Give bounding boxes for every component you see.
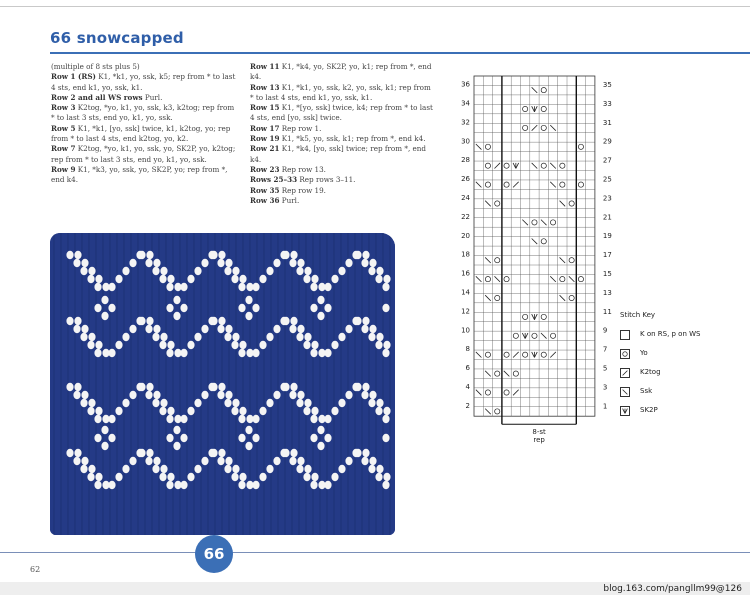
page-number: 62	[30, 565, 41, 574]
chart-row-number-right: 25	[602, 175, 612, 184]
stitch-key-label: K on RS, p on WS	[640, 330, 701, 338]
chart-row-number-right: 35	[602, 81, 612, 90]
row-label: Row 13	[250, 82, 280, 92]
row-label: Rows 25–33	[250, 175, 298, 185]
row-text: (multiple of 8 sts plus 5)	[51, 62, 140, 71]
row-text: Rep rows 3–11.	[297, 175, 356, 185]
repeat-label: 8-st	[532, 428, 546, 437]
chart-row-number-left: 12	[461, 307, 470, 316]
row-text: K1, *k1, [yo, ssk] twice, k1, k2tog, yo; rep from * to last 4 sts, end k2tog, yo, k2.	[51, 123, 231, 144]
stitch-key-label: Ssk	[640, 387, 653, 395]
chart-row-number-left: 18	[461, 250, 470, 259]
row-label: Row 15	[250, 103, 280, 113]
row-label: Row 1 (RS)	[51, 72, 96, 82]
stitch-key-label: K2tog	[640, 368, 661, 376]
chart-row-number-left: 32	[461, 118, 470, 127]
chart-row-number-left: 26	[461, 175, 470, 184]
chart-row-number-right: 17	[602, 251, 612, 260]
chart-row-number-right: 13	[602, 288, 612, 297]
row-text: Purl.	[279, 195, 300, 205]
yo-key-icon	[620, 349, 630, 359]
chart-row-number-left: 36	[461, 80, 470, 89]
chart-row-number-right: 3	[602, 383, 608, 392]
row-label: Row 23	[250, 164, 280, 174]
chart-row-number-right: 5	[602, 364, 608, 373]
stitch-key-label: Yo	[640, 349, 648, 357]
ssk-key-icon	[620, 387, 630, 397]
bottom-rule	[0, 552, 750, 553]
sk2p-key-icon	[620, 406, 630, 416]
chart-row-number-left: 20	[461, 231, 470, 240]
row-text: K2tog, *yo, k1, yo, ssk, k3, k2tog; rep from * to last 3 sts, end yo, k1, yo, ssk.	[51, 103, 235, 123]
row-text: K1, *k1, yo, ssk, k5; rep from * to last 4 sts, end k1, yo, ssk, k1.	[51, 72, 236, 92]
row-text: Purl.	[142, 92, 163, 102]
chart-row-number-right: 19	[602, 232, 612, 241]
chart-row-number-right: 9	[602, 326, 608, 335]
row-label: Row 36	[250, 195, 280, 205]
row-text: Rep row 1.	[279, 123, 322, 133]
row-text: K1, *k4, yo, SK2P, yo, k1; rep from *, end k4.	[250, 62, 432, 82]
chart-row-number-right: 21	[602, 213, 612, 222]
row-label: Row 21	[250, 144, 280, 154]
row-text: K1, *k5, yo, ssk, k1; rep from *, end k4.	[279, 134, 426, 144]
k2tog-key-icon	[620, 368, 630, 378]
chart-row-number-left: 10	[461, 326, 470, 335]
chart-row-number-left: 24	[461, 193, 470, 202]
row-text: K1, *k4, [yo, ssk] twice; rep from *, end k4.	[250, 144, 427, 164]
row-label: Row 5	[51, 123, 76, 133]
sk2p-symbol	[623, 409, 628, 414]
stitch-key-title: Stitch Key	[620, 311, 656, 319]
row-text: K1, *k1, yo, ssk, k2, yo, ssk, k1; rep from * to last 4 sts, end k1, yo, ssk, k1.	[250, 82, 431, 102]
chart-row-number-right: 7	[602, 345, 608, 354]
pattern-title: 66 snowcapped	[50, 29, 184, 47]
chart-row-number-left: 4	[465, 382, 470, 391]
row-label: Row 9	[51, 164, 76, 174]
chart-row-number-right: 33	[602, 99, 612, 108]
chart-row-number-right: 11	[602, 307, 612, 316]
row-label: Row 3	[51, 103, 76, 113]
row-label: Row 17	[250, 123, 280, 133]
chart-row-number-right: 23	[602, 194, 612, 203]
row-text: K1, *[yo, ssk] twice, k4; rep from * to last 4 sts, end [yo, ssk] twice.	[250, 103, 433, 123]
chart-row-number-left: 16	[461, 269, 470, 278]
chart-row-number-right: 29	[602, 137, 612, 146]
row-label: Row 19	[250, 134, 280, 144]
repeat-label: rep	[533, 436, 545, 445]
knit-key-icon	[620, 330, 630, 340]
stitch-key-label: SK2P	[640, 406, 658, 414]
chart-row-number-left: 30	[461, 137, 470, 146]
row-label: Row 2 and all WS rows	[51, 92, 143, 102]
chart-row-number-left: 14	[461, 288, 470, 297]
watermark-text: blog.163.com/pangllm99@126	[603, 584, 742, 594]
row-text: Rep row 13.	[279, 164, 326, 174]
chart-row-number-left: 6	[465, 364, 470, 373]
row-text: Rep row 19.	[279, 185, 326, 195]
ssk-symbol	[623, 390, 628, 395]
pattern-number-badge: 66	[195, 535, 233, 573]
row-text: K1, *k3, yo, ssk, yo, SK2P, yo; rep from *, end k4.	[51, 164, 228, 185]
chart-row-number-left: 34	[461, 99, 470, 108]
row-label: Row 7	[51, 144, 76, 154]
chart-row-number-left: 28	[461, 156, 470, 165]
chart-row-number-left: 2	[465, 401, 470, 410]
row-label: Row 35	[250, 185, 280, 195]
row-label: Row 11	[250, 62, 280, 71]
chart-row-number-left: 8	[465, 345, 470, 354]
k2tog-symbol	[623, 371, 628, 376]
chart-row-number-right: 31	[602, 118, 612, 127]
chart-row-number-left: 22	[461, 212, 470, 221]
chart-row-number-right: 15	[602, 270, 612, 279]
chart-row-number-right: 27	[602, 156, 612, 165]
chart-row-number-right: 1	[602, 402, 608, 411]
row-text: K2tog, *yo, k1, yo, ssk, yo, SK2P, yo, k2tog; rep from * to last 3 sts, end yo, k1, yo, ssk.	[51, 144, 236, 164]
yo-symbol	[623, 352, 627, 356]
